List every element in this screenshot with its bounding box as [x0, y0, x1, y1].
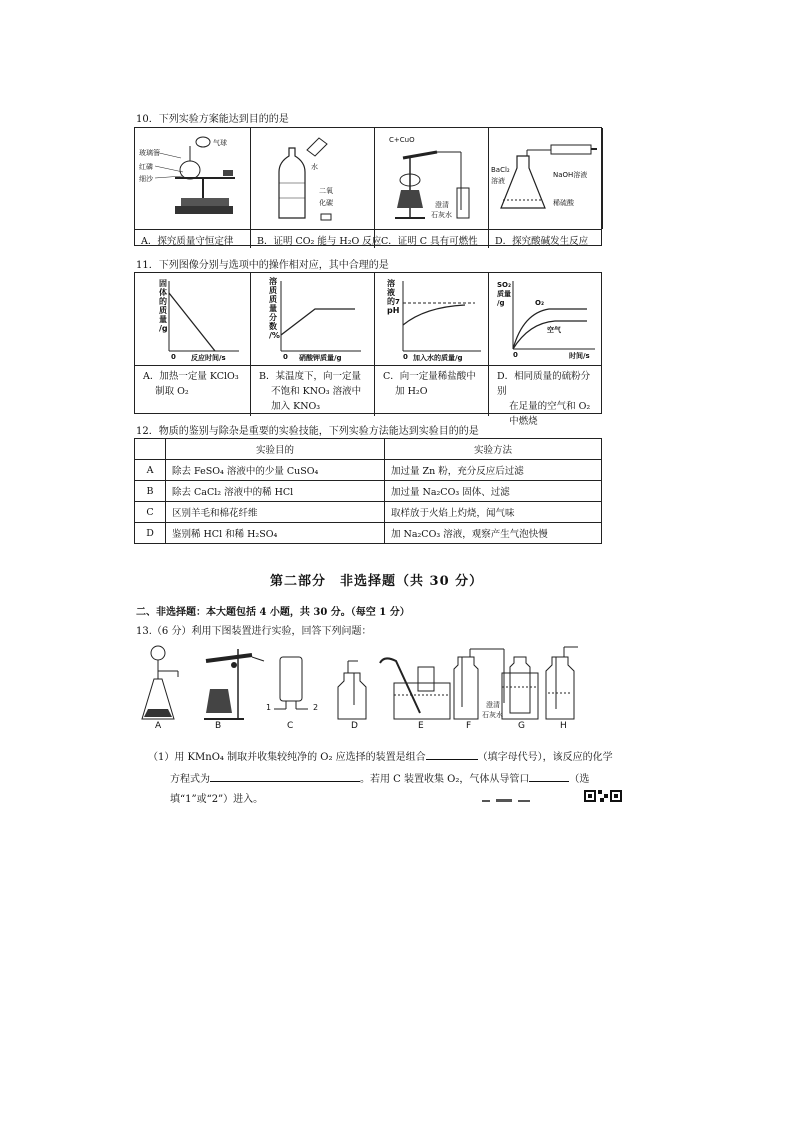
apparatus-e-figure: [380, 658, 450, 719]
q10-option-row: [135, 229, 601, 248]
apparatus-label-e: E: [418, 721, 424, 731]
graph-d-ylabel: SO₂ 质量 /g: [497, 281, 512, 307]
q11-graph-d: [489, 273, 603, 365]
q11-title: 11．下列图像分别与选项中的操作相对应，其中合理的是: [136, 260, 389, 271]
q11-graph-a: [135, 273, 251, 365]
graph-a-ylabel: 固 体 的 质 量 /g: [159, 279, 168, 333]
q10-figure-d: [489, 128, 603, 229]
q11-option-a: A．加热一定量 KClO₃ 制取 O₂: [135, 366, 251, 416]
apparatus-label-f: F: [466, 721, 472, 731]
q11-graph-table: [134, 272, 602, 427]
q11-option-b: B．某温度下，向一定量 不饱和 KNO₃ 溶液中 加入 KNO₃: [251, 366, 375, 416]
table-row: [135, 523, 602, 544]
row-method: 加 Na₂CO₃ 溶液，观察产生气泡快慢: [385, 523, 602, 544]
part2-intro: 二、非选择题：本大题包括 4 小题，共 30 分。（每空 1 分）: [136, 607, 410, 618]
q11-option-row: [135, 365, 601, 427]
label-co2-b: 化碳: [319, 199, 333, 207]
q13-apparatus-figure: [134, 643, 604, 733]
apparatus-d-figure: [338, 661, 366, 719]
row-letter: D: [135, 523, 166, 544]
graph-c-tick-7: 7: [395, 298, 400, 306]
apparatus-label-b: B: [215, 721, 222, 731]
port-1-label: 1: [266, 703, 272, 712]
apparatus-a-figure: [142, 646, 178, 719]
q10-figure-table: [134, 127, 602, 246]
q13-sub1-line3: 填“1”或“2”）进入。: [170, 794, 264, 805]
row-letter: C: [135, 502, 166, 523]
graph-c-xlabel: 加入水的质量/g: [413, 354, 463, 362]
row-method: 加过量 Zn 粉，充分反应后过滤: [385, 460, 602, 481]
label-glass-tube: 玻璃管: [139, 149, 160, 157]
part2-heading: 第二部分 非选择题（共 30 分）: [270, 574, 484, 589]
label-naoh: NaOH溶液: [553, 171, 588, 179]
row-purpose: 除去 FeSO₄ 溶液中的少量 CuSO₄: [166, 460, 385, 481]
bottle-apparatus-figure: [251, 128, 375, 229]
graph-b-xlabel: 硝酸钾质量/g: [299, 354, 342, 362]
label-water: 水: [311, 163, 318, 171]
label-co2-a: 二氧: [319, 187, 333, 195]
apparatus-label-c: C: [287, 721, 294, 731]
graph-a-origin: 0: [171, 353, 176, 361]
limewater-label-b: 石灰水: [482, 711, 503, 719]
q12-header-purpose: 实验目的: [166, 439, 385, 460]
row-method: 加过量 Na₂CO₃ 固体、过滤: [385, 481, 602, 502]
q12-table: [134, 438, 602, 544]
q13-sub1-line1: （1）用 KMnO₄ 制取并收集较纯净的 O₂ 应选择的装置是组合 （填字母代号），该反应的化学: [148, 748, 613, 763]
apparatus-c-figure: [274, 657, 308, 709]
label-red-phosphorus: 红磷: [139, 163, 153, 171]
q13-title: 13.（6 分）利用下图装置进行实验，回答下列问题：: [136, 626, 372, 637]
q10-figure-c: [375, 128, 489, 229]
graph-c-origin: 0: [403, 353, 408, 361]
table-row: [135, 481, 602, 502]
label-fine-sand: 细沙: [139, 175, 153, 183]
table-row: [135, 460, 602, 481]
label-dilute-h2so4: 稀硫酸: [553, 199, 574, 207]
q13-sub1-line2: 方程式为 。若用 C 装置收集 O₂，气体从导管口 （选: [170, 770, 589, 785]
apparatus-g-figure: [502, 649, 538, 719]
row-purpose: 鉴别稀 HCl 和稀 H₂SO₄: [166, 523, 385, 544]
q11-option-d: D．相同质量的硫粉分别 在足量的空气和 O₂ 中燃烧: [497, 371, 591, 427]
q12-title: 12．物质的鉴别与除杂是重要的实验技能，下列实验方法能达到实验目的的是: [136, 426, 479, 437]
label-limewater-a: 澄清: [435, 201, 449, 209]
apparatus-label-d: D: [351, 721, 358, 731]
graph-a-solid-mass-time: [135, 273, 251, 365]
q10-title: 10．下列实验方案能达到目的的是: [136, 114, 289, 125]
label-limewater-b: 石灰水: [431, 211, 452, 219]
label-bacl2: BaCl₂: [491, 166, 510, 174]
limewater-label-a: 澄清: [486, 701, 500, 709]
apparatus-label-h: H: [560, 721, 567, 731]
q11-graph-b: [251, 273, 375, 365]
label-solution: 溶液: [491, 177, 505, 185]
label-balloon: 气球: [213, 139, 227, 147]
port-2-label: 2: [313, 703, 319, 712]
q12-header-blank: [135, 439, 166, 460]
answer-blank-1[interactable]: [426, 749, 478, 760]
row-purpose: 除去 CaCl₂ 溶液中的稀 HCl: [166, 481, 385, 502]
table-row: [135, 502, 602, 523]
q11-graph-c: [375, 273, 489, 365]
graph-a-xlabel: 反应时间/s: [191, 354, 226, 362]
apparatus-label-a: A: [155, 721, 162, 731]
q10-figure-b: [251, 128, 375, 229]
graph-b-origin: 0: [283, 353, 288, 361]
graph-c-ylabel: 溶 液 的 pH: [387, 279, 400, 315]
graph-d-xlabel: 时间/s: [569, 352, 590, 360]
q11-option-c: C．向一定量稀盐酸中 加 H₂O: [375, 366, 489, 416]
row-method: 取样放于火焰上灼烧，闻气味: [385, 502, 602, 523]
q12-header-row: [135, 439, 602, 460]
apparatus-b-figure: [204, 649, 264, 719]
q10-option-b: B．证明 CO₂ 能与 H₂O 反应: [251, 230, 375, 248]
row-letter: A: [135, 460, 166, 481]
label-c-cuo: C+CuO: [389, 136, 415, 144]
q10-option-a: A．探究质量守恒定律: [135, 230, 251, 248]
scan-artifact: [482, 798, 542, 804]
qr-code-icon: [584, 790, 622, 802]
graph-d-air-curve: 空气: [547, 326, 561, 334]
row-letter: B: [135, 481, 166, 502]
row-purpose: 区别羊毛和棉花纤维: [166, 502, 385, 523]
answer-blank-2[interactable]: [210, 771, 360, 782]
apparatus-label-g: G: [518, 721, 525, 731]
q10-option-d: D．探究酸碱发生反应: [495, 236, 589, 247]
answer-blank-3[interactable]: [529, 771, 569, 782]
graph-d-origin: 0: [513, 351, 518, 359]
graph-b-ylabel: 溶 质 质 量 分 数 /%: [269, 277, 280, 340]
q10-option-c: C．证明 C 具有可燃性: [375, 230, 489, 248]
apparatus-h-figure: [546, 647, 578, 719]
q10-figure-a: [135, 128, 251, 229]
graph-d-o2-curve: O₂: [535, 299, 545, 307]
q12-header-method: 实验方法: [385, 439, 602, 460]
